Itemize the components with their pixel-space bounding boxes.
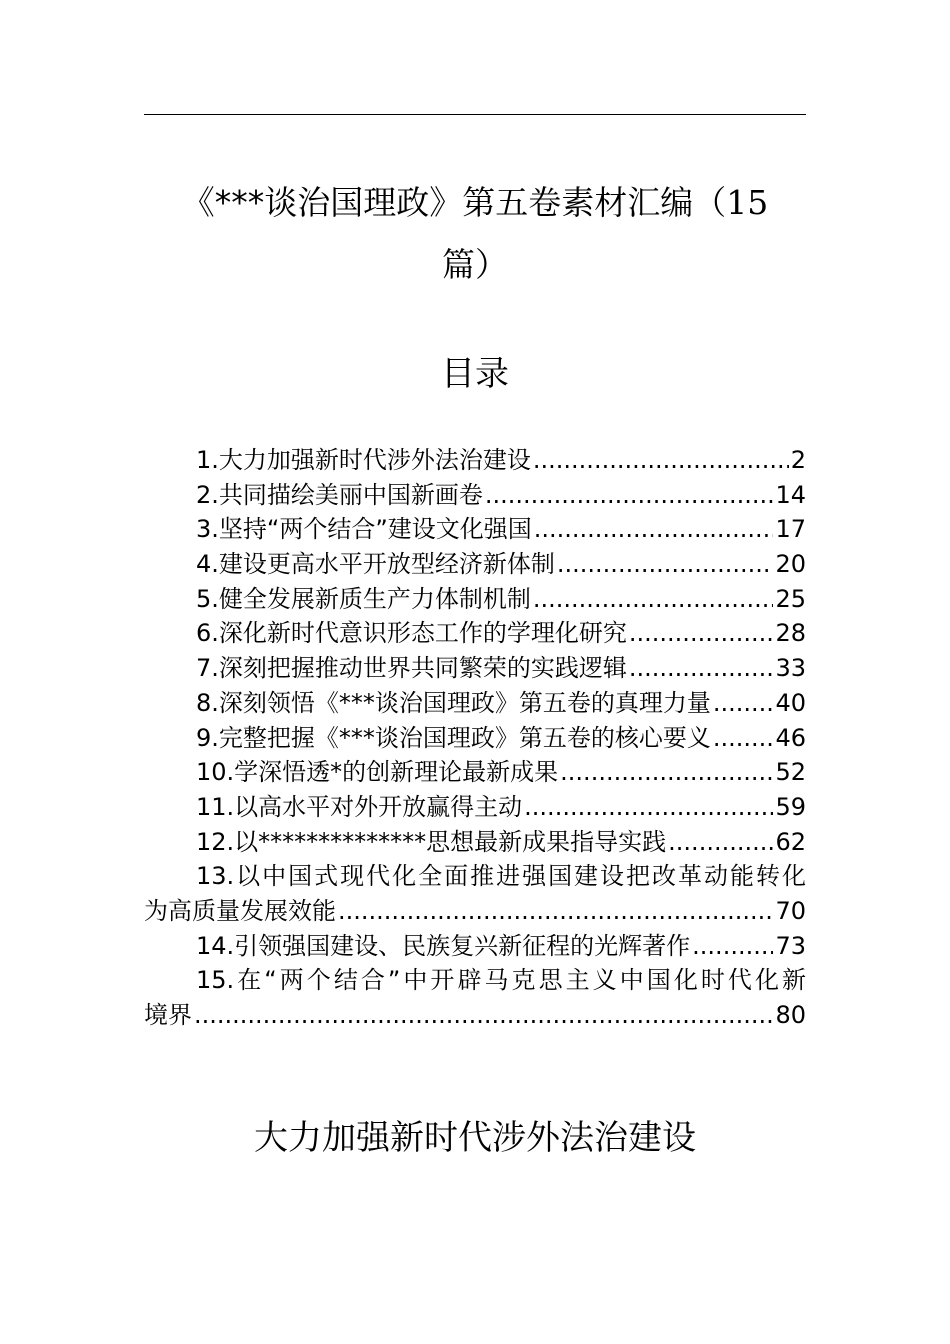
toc-leader-dots	[557, 547, 774, 582]
toc-leader-dots	[629, 651, 774, 686]
toc-entry-8[interactable]	[144, 686, 806, 721]
toc-entry-title: 8.深刻领悟《***谈治国理政》第五卷的真理力量	[196, 688, 711, 717]
toc-leader-dots	[629, 616, 774, 651]
toc-entry-title: 3.坚持“两个结合”建设文化强国	[196, 515, 532, 544]
toc-leader-dots	[692, 929, 773, 964]
toc-entry-11[interactable]	[144, 790, 806, 825]
toc-entry-14[interactable]	[144, 929, 806, 964]
toc-leader-dots	[485, 478, 774, 513]
toc-heading: 目录	[441, 354, 509, 394]
toc-entry-12[interactable]	[144, 825, 806, 860]
toc-entry-15[interactable]	[144, 963, 806, 1032]
toc-leader-dots	[560, 755, 773, 790]
toc-entry-title: 11.以高水平对外开放赢得主动	[196, 792, 523, 821]
toc-entry-page: 80	[775, 1001, 806, 1029]
toc-entry-page: 14	[775, 480, 806, 509]
toc-entry-page: 73	[775, 931, 806, 960]
toc-entry-title: 9.完整把握《***谈治国理政》第五卷的核心要义	[196, 723, 711, 752]
toc-entry-title-line-2: 境界	[144, 1001, 192, 1029]
toc-entry-title: 7.深刻把握推动世界共同繁荣的实践逻辑	[196, 654, 627, 683]
toc-entry-title-line-1: 13.以中国式现代化全面推进强国建设把改革动能转化	[196, 862, 806, 891]
toc-entry-title: 1.大力加强新时代涉外法治建设	[196, 446, 531, 474]
toc-entry-title: 14.引领强国建设、民族复兴新征程的光辉著作	[196, 931, 691, 960]
toc-entry-5[interactable]	[144, 582, 806, 617]
header-rule	[144, 114, 806, 115]
toc-entry-4[interactable]	[144, 547, 806, 582]
toc-entry-page: 62	[775, 827, 806, 856]
toc-entry-title: 12.以**************思想最新成果指导实践	[196, 827, 667, 856]
section-heading: 大力加强新时代涉外法治建设	[254, 1118, 696, 1158]
toc-entry-title: 6.深化新时代意识形态工作的学理化研究	[196, 619, 627, 648]
toc-entry-13[interactable]	[144, 859, 806, 928]
toc-entry-page: 52	[775, 758, 806, 787]
toc-leader-dots	[713, 686, 774, 721]
toc-entry-7[interactable]	[144, 651, 806, 686]
toc-entry-9[interactable]	[144, 721, 806, 756]
document-title-line-1	[144, 172, 806, 234]
toc-entry-page: 33	[775, 654, 806, 683]
toc-entry-1[interactable]	[144, 443, 806, 478]
toc-entry-page: 17	[775, 515, 806, 544]
toc-leader-dots	[533, 443, 789, 478]
toc-entry-page: 40	[775, 688, 806, 717]
document-title-line-2: 篇）	[442, 245, 508, 284]
toc-leader-dots	[524, 790, 773, 825]
toc-leader-dots	[668, 825, 773, 860]
toc-entry-10[interactable]	[144, 755, 806, 790]
document-title-text: 《***谈治国理政》第五卷素材汇编（	[181, 183, 727, 222]
toc-entry-page: 25	[775, 584, 806, 613]
toc-leader-dots	[194, 998, 773, 1033]
toc-entry-page: 46	[775, 723, 806, 752]
toc-leader-dots	[534, 512, 774, 547]
toc-entry-2[interactable]	[144, 478, 806, 513]
toc-entry-3[interactable]	[144, 512, 806, 547]
toc-entry-continuation	[144, 894, 806, 929]
toc-entry-title: 4.建设更高水平开放型经济新体制	[196, 550, 555, 579]
toc-entry-page: 20	[775, 550, 806, 579]
toc-entry-title: 10.学深悟透*的创新理论最新成果	[196, 758, 559, 787]
toc-leader-dots	[533, 582, 774, 617]
toc-entry-continuation	[144, 998, 806, 1033]
toc-entry-page: 28	[775, 619, 806, 648]
toc-entry-page: 59	[775, 792, 806, 821]
toc-entry-title-line-1: 15.在“两个结合”中开辟马克思主义中国化时代化新	[196, 966, 806, 995]
toc-entry-page: 2	[790, 446, 806, 474]
table-of-contents	[144, 443, 806, 1033]
toc-entry-title: 2.共同描绘美丽中国新画卷	[196, 480, 483, 509]
document-title	[144, 172, 806, 296]
toc-leader-dots	[338, 894, 773, 929]
toc-entry-page: 70	[775, 896, 806, 925]
toc-entry-title-line-2: 为高质量发展效能	[144, 896, 336, 925]
toc-entry-6[interactable]	[144, 616, 806, 651]
toc-leader-dots	[713, 721, 774, 756]
document-title-count: 15	[726, 183, 769, 222]
toc-entry-title: 5.健全发展新质生产力体制机制	[196, 584, 531, 613]
